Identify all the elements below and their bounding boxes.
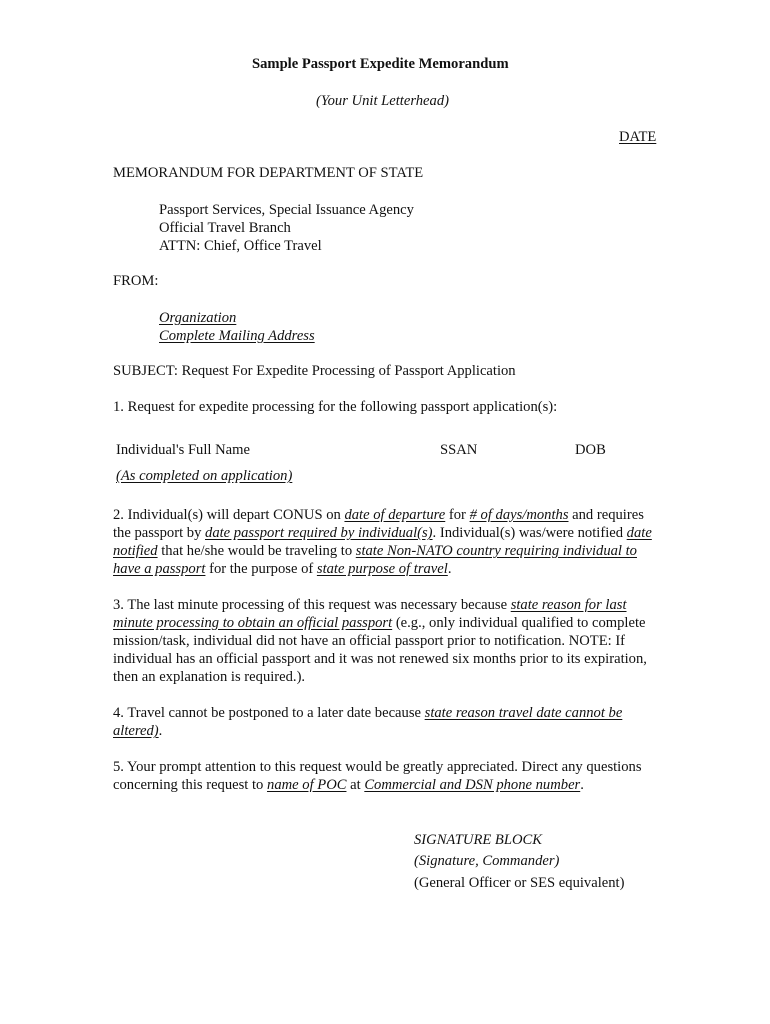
text-run: . bbox=[158, 723, 163, 739]
text-run: 3. The last minute processing of this request was necessary because bbox=[113, 597, 511, 613]
phone-number-field: Commercial and DSN phone number bbox=[364, 777, 581, 793]
travel-date-reason-field: state reason travel date cannot be altered) bbox=[113, 705, 623, 739]
item-5 bbox=[113, 758, 658, 794]
text-run: (e.g., only individual qualified to complete mission/task, individual did not have an official passport prior to notification. NOTE: If individual has an official passport and it was not renewed six months prior to its expiration, then an explanation is required.). bbox=[113, 615, 647, 685]
text-run: that he/she would be traveling to bbox=[157, 543, 356, 559]
departure-date-field: date of departure bbox=[344, 507, 446, 523]
text-run: at bbox=[346, 777, 365, 793]
from-address bbox=[159, 309, 315, 345]
signature-name: (Signature, Commander) bbox=[414, 853, 560, 869]
text-run: 4. Travel cannot be postponed to a later date because bbox=[113, 705, 425, 721]
letterhead-placeholder: (Your Unit Letterhead) bbox=[316, 93, 449, 109]
duration-field: # of days/months bbox=[469, 507, 569, 523]
item-1: 1. Request for expedite processing for the following passport application(s): bbox=[113, 399, 558, 415]
text-run: 2. Individual(s) will depart CONUS on bbox=[113, 507, 345, 523]
text-run: for the purpose of bbox=[205, 561, 317, 577]
purpose-field: state purpose of travel bbox=[316, 561, 448, 577]
date-field: DATE bbox=[619, 129, 657, 145]
recipient-line: ATTN: Chief, Office Travel bbox=[159, 238, 322, 254]
organization-field: Organization bbox=[159, 310, 237, 326]
memo-title: Sample Passport Expedite Memorandum bbox=[252, 56, 509, 72]
from-label: FROM: bbox=[113, 273, 159, 289]
column-header-dob: DOB bbox=[575, 442, 606, 458]
recipient-line: Passport Services, Special Issuance Agency bbox=[159, 202, 414, 218]
recipient-address bbox=[159, 201, 414, 255]
item-3 bbox=[113, 596, 658, 686]
application-note: (As completed on application) bbox=[116, 468, 293, 484]
poc-name-field: name of POC bbox=[267, 777, 347, 793]
column-header-name: Individual's Full Name bbox=[116, 442, 250, 458]
required-date-field: date passport required by individual(s) bbox=[205, 525, 433, 541]
item-4 bbox=[113, 704, 658, 740]
column-header-ssan: SSAN bbox=[440, 442, 478, 458]
notified-date-field: date notified bbox=[113, 525, 652, 559]
signature-equivalent: (General Officer or SES equivalent) bbox=[414, 875, 625, 891]
text-run: for bbox=[445, 507, 470, 523]
text-run: and requires the passport by bbox=[113, 507, 644, 541]
last-minute-reason-field: state reason for last minute processing to obtain an official passport bbox=[113, 597, 627, 631]
text-run: . Individual(s) was/were notified bbox=[432, 525, 627, 541]
mailing-address-field: Complete Mailing Address bbox=[159, 328, 315, 344]
text-run: . bbox=[580, 777, 584, 793]
text-run: 5. Your prompt attention to this request would be greatly appreciated. Direct any questions concerning this request to bbox=[113, 759, 642, 793]
memo-for-line: MEMORANDUM FOR DEPARTMENT OF STATE bbox=[113, 165, 424, 181]
country-field: state Non-NATO country requiring individual to have a passport bbox=[113, 543, 637, 577]
item-2 bbox=[113, 506, 658, 578]
recipient-line: Official Travel Branch bbox=[159, 220, 291, 236]
text-run: . bbox=[447, 561, 452, 577]
subject-line: SUBJECT: Request For Expedite Processing of Passport Application bbox=[113, 363, 516, 379]
signature-block: SIGNATURE BLOCK bbox=[414, 832, 542, 848]
